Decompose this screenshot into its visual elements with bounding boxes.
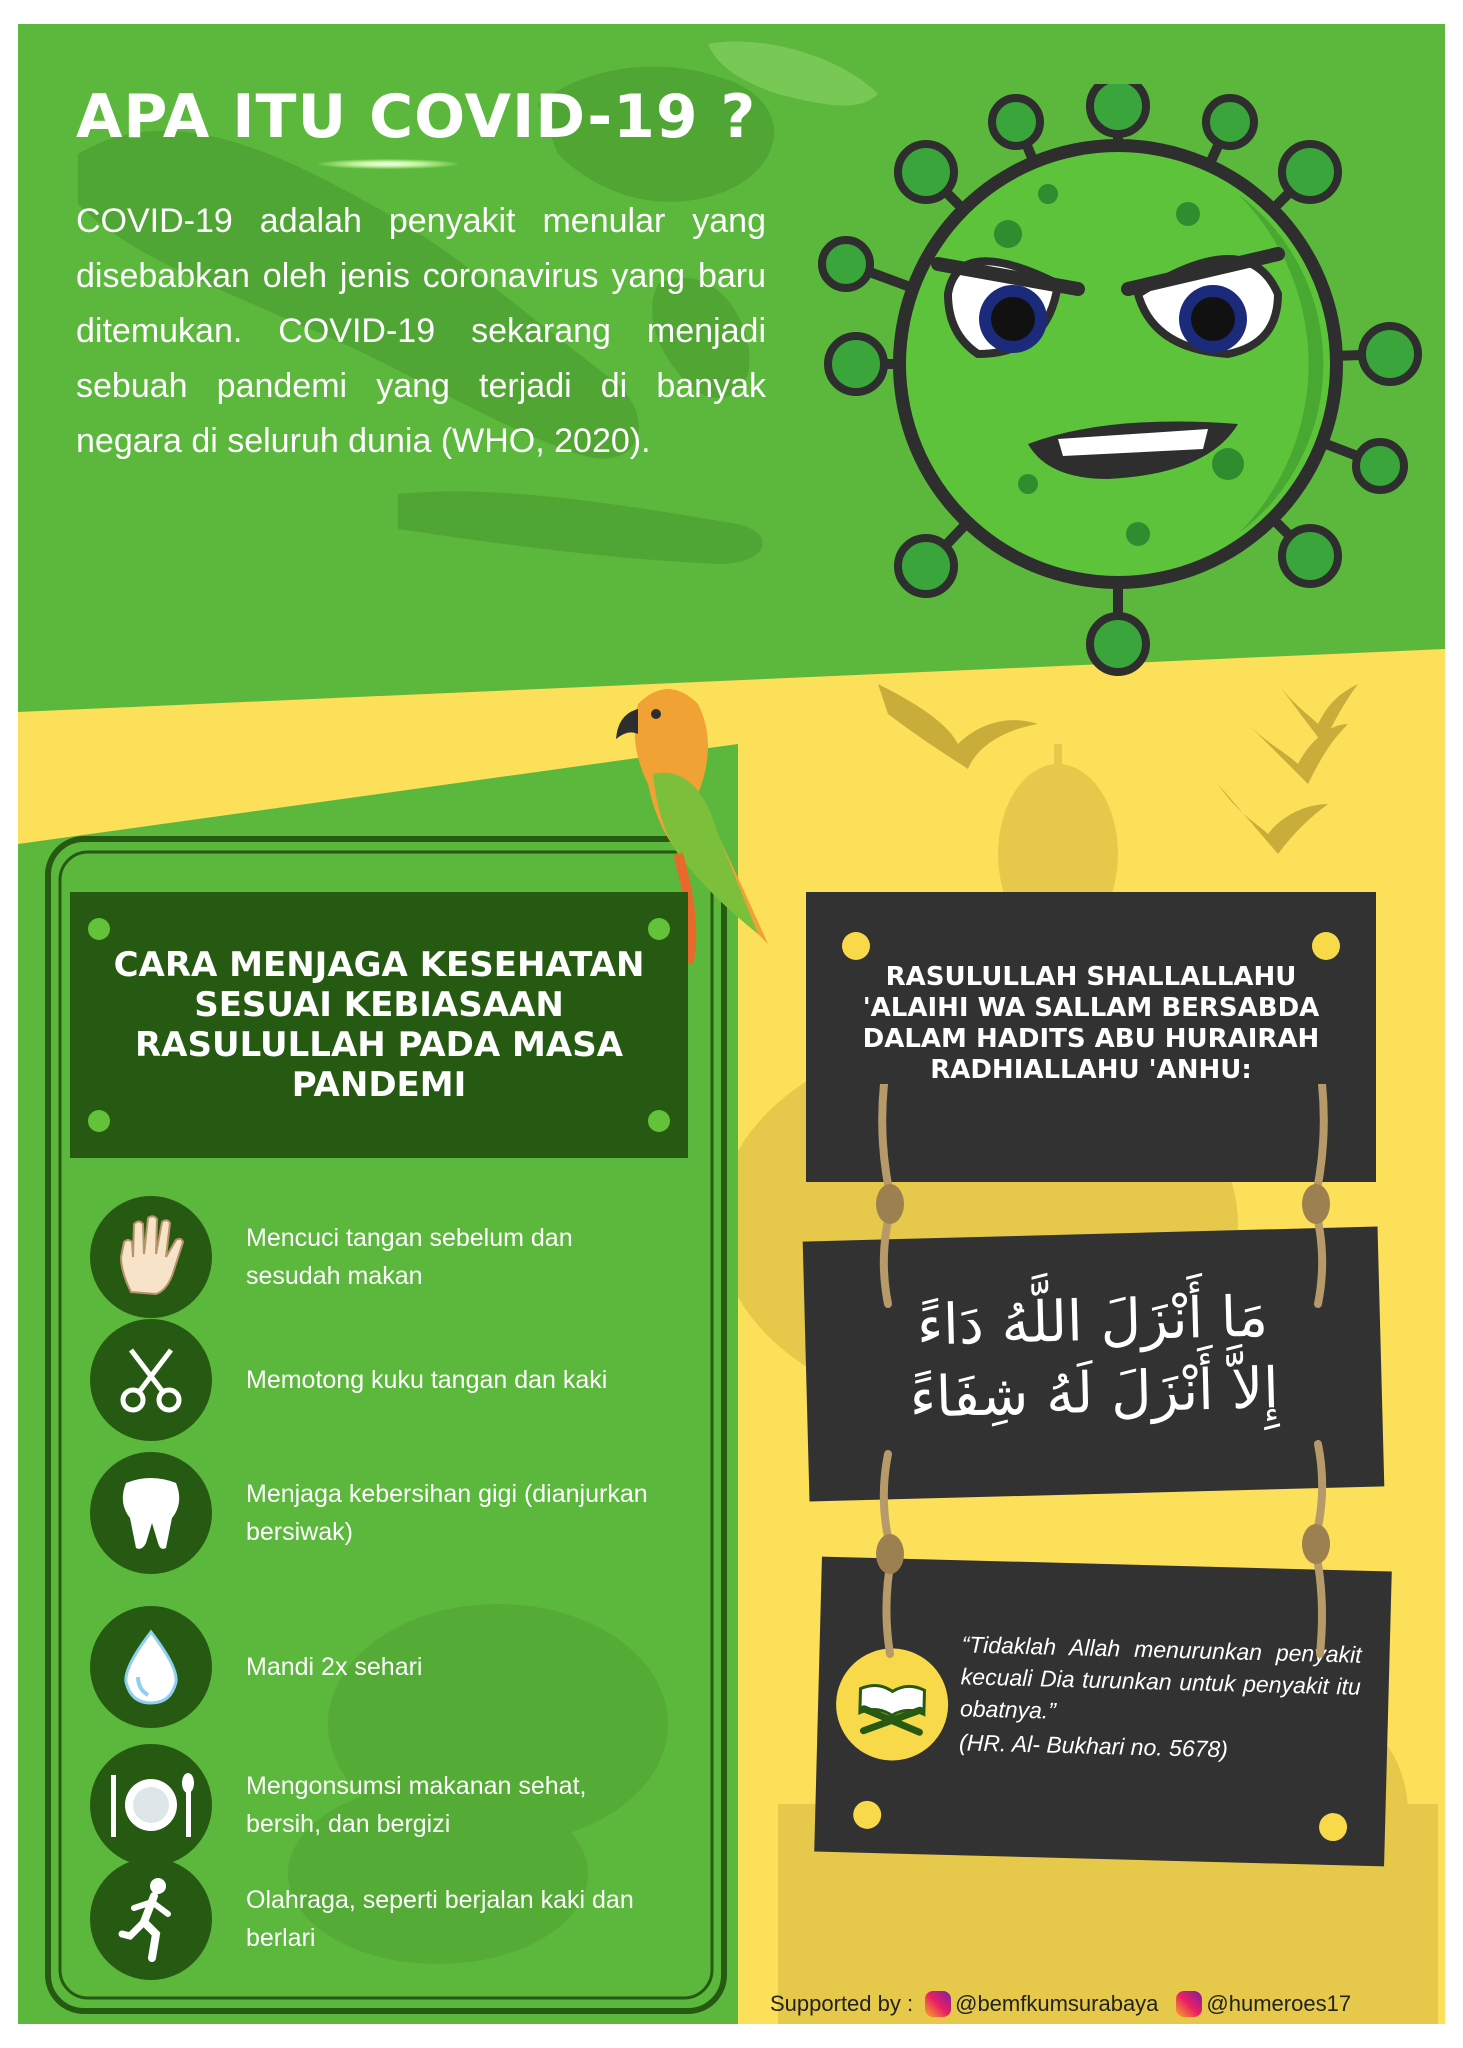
hand-icon [90,1196,212,1318]
screw-dot [648,918,670,940]
poster [18,24,1445,2024]
list-item [90,1858,650,1980]
panel-title [70,892,688,1158]
runner-icon [90,1858,212,1980]
plate-cutlery-icon [90,1744,212,1866]
board-dot [1319,1813,1348,1842]
bird-silhouettes [878,684,1358,854]
instagram-icon [1176,1991,1202,2017]
scissors-icon [90,1319,212,1441]
board-dot [842,932,870,960]
habit-text: Mandi 2x sehari [246,1653,423,1681]
virus-illustration [808,84,1445,684]
screw-dot [88,918,110,940]
list-item [90,1606,650,1728]
habit-text: Memotong kuku tangan dan kaki [246,1366,608,1394]
hadith-title: RASULULLAH SHALLALLAHU 'ALAIHI WA SALLAM BERSABDA DALAM HADITS ABU HURAIRAH RADHIALLAHU 'ANHU: [862,962,1320,1085]
habit-text: Mencuci tangan sebelum dan sesudah makan [246,1224,573,1290]
intro-paragraph: COVID-19 adalah penyakit menular yang disebabkan oleh jenis coronavirus yang baru ditemukan. COVID-19 sekarang menjadi sebuah pandemi yang terjadi di banyak negara di seluruh dunia (WHO, 2020). [76,202,766,460]
tooth-icon [90,1452,212,1574]
board-dot [853,1801,882,1830]
list-item [90,1744,650,1866]
habit-text: Olahraga, seperti berjalan kaki dan berlari [246,1886,634,1952]
instagram-account-link[interactable]: @humeroes17 [1206,1991,1352,2016]
supported-by-label: Supported by : [770,1991,914,2016]
hadith-source: (HR. Al- Bukhari no. 5678) [958,1729,1229,1763]
translation-text: “Tidaklah Allah menurunkan penyakit kecuali Dia turunkan untuk penyakit itu obatnya.” [959,1631,1362,1724]
board-dot [1312,932,1340,960]
arabic-text-line1: مَا أَنْزَلَ اللَّهُ دَاءً [915,1284,1269,1359]
footer [770,1984,1351,2024]
habit-text: Mengonsumsi makanan sehat, bersih, dan bergizi [246,1772,587,1838]
arabic-text-line2: إِلاَّ أَنْزَلَ لَهُ شِفَاءً [908,1356,1280,1431]
habit-text: Menjaga kebersihan gigi (dianjurkan bersiwak) [246,1480,648,1546]
panel-title-text: CARA MENJAGA KESEHATAN SESUAI KEBIASAAN RASULULLAH PADA MASA PANDEMI [113,945,645,1105]
list-item [90,1319,650,1441]
screw-dot [88,1110,110,1132]
page-title: APA ITU COVID-19 ? [76,82,757,152]
instagram-account-link[interactable]: @bemfkumsurabaya [955,1991,1159,2016]
screw-dot [648,1110,670,1132]
title-glow [318,159,458,169]
hanging-ropes [848,1084,1368,1704]
list-item [90,1452,650,1574]
instagram-icon [925,1991,951,2017]
list-item [90,1196,650,1318]
water-drop-icon [90,1606,212,1728]
